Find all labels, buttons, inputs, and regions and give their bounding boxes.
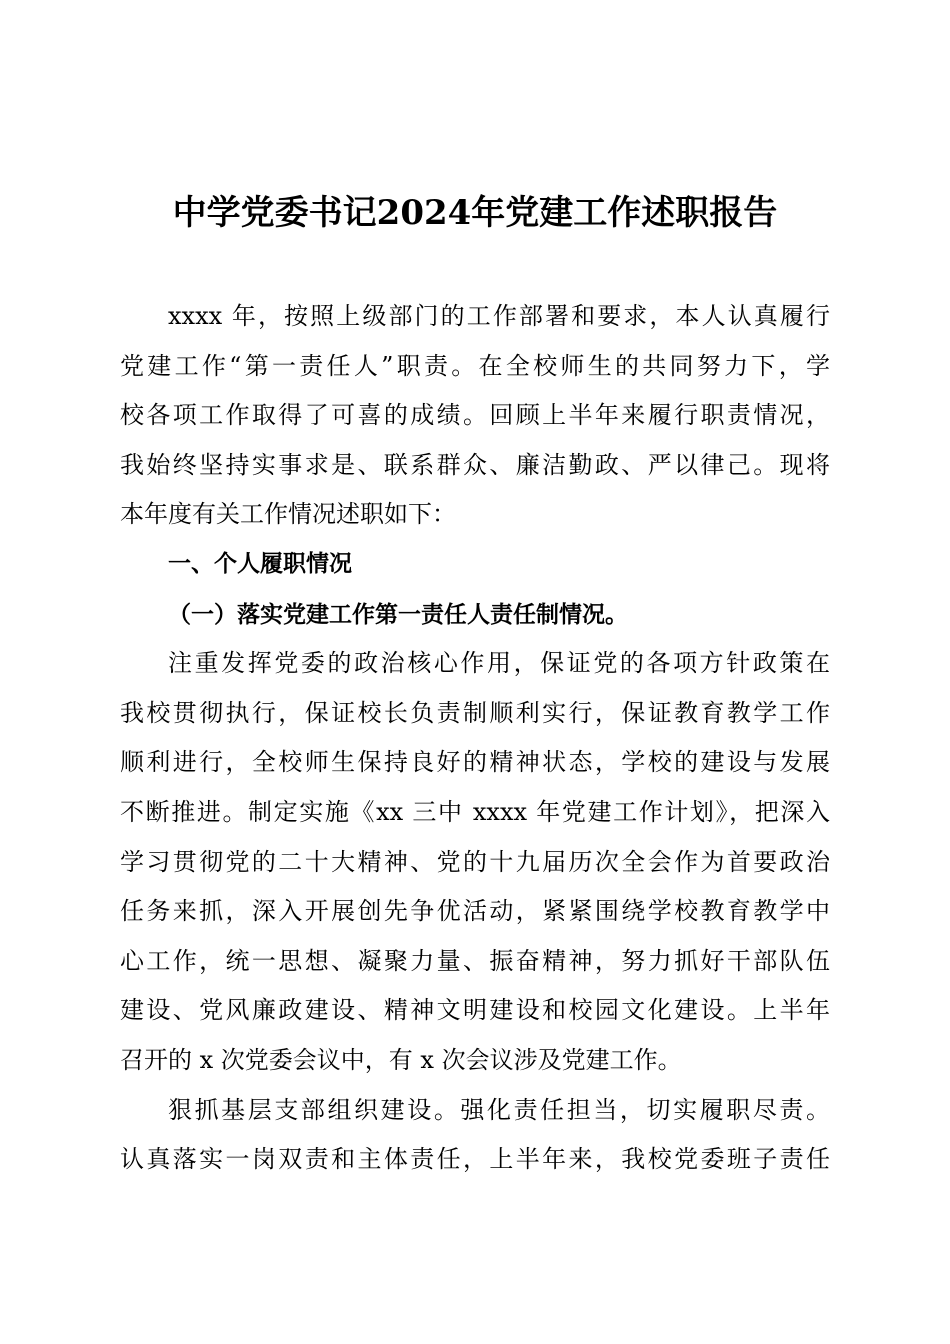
paragraph-1-line-6: 任务来抓，深入开展创先争优活动，紧紧围绕学校教育教学中 <box>120 897 830 926</box>
intro-line-4: 我始终坚持实事求是、联系群众、廉洁勤政、严以律己。现将 <box>120 450 830 479</box>
paragraph-1-line-5: 学习贯彻党的二十大精神、党的十九届历次全会作为首要政治 <box>120 847 830 876</box>
paragraph-1-line-1: 注重发挥党委的政治核心作用，保证党的各项方针政策在 <box>168 649 830 678</box>
paragraph-1-line-7: 心工作，统一思想、凝聚力量、振奋精神，努力抓好干部队伍 <box>120 946 830 975</box>
paragraph-2-line-1: 狠抓基层支部组织建设。强化责任担当，切实履职尽责。 <box>168 1095 830 1124</box>
intro-line-3: 校各项工作取得了可喜的成绩。回顾上半年来履行职责情况， <box>120 401 830 430</box>
paragraph-1-line-4: 不断推进。制定实施《xx 三中 xxxx 年党建工作计划》，把深入 <box>120 797 830 826</box>
subsection-heading-1: （一）落实党建工作第一责任人责任制情况。 <box>168 600 628 628</box>
intro-line-5: 本年度有关工作情况述职如下： <box>120 500 456 529</box>
paragraph-1-line-9: 召开的 x 次党委会议中，有 x 次会议涉及党建工作。 <box>120 1045 682 1074</box>
intro-line-2: 党建工作“第一责任人”职责。在全校师生的共同努力下，学 <box>120 351 830 380</box>
paragraph-1-line-3: 顺利进行，全校师生保持良好的精神状态，学校的建设与发展 <box>120 748 830 777</box>
paragraph-1-line-2: 我校贯彻执行，保证校长负责制顺利实行，保证教育教学工作 <box>120 698 830 727</box>
section-heading-1: 一、个人履职情况 <box>168 550 352 577</box>
document-title: 中学党委书记2024年党建工作述职报告 <box>172 193 778 233</box>
paragraph-2-line-2: 认真落实一岗双责和主体责任，上半年来，我校党委班子责任 <box>120 1145 830 1174</box>
paragraph-1-line-8: 建设、党风廉政建设、精神文明建设和校园文化建设。上半年 <box>120 996 830 1025</box>
document-body <box>120 292 830 1185</box>
intro-line-1: xxxx 年，按照上级部门的工作部署和要求，本人认真履行 <box>168 302 830 330</box>
